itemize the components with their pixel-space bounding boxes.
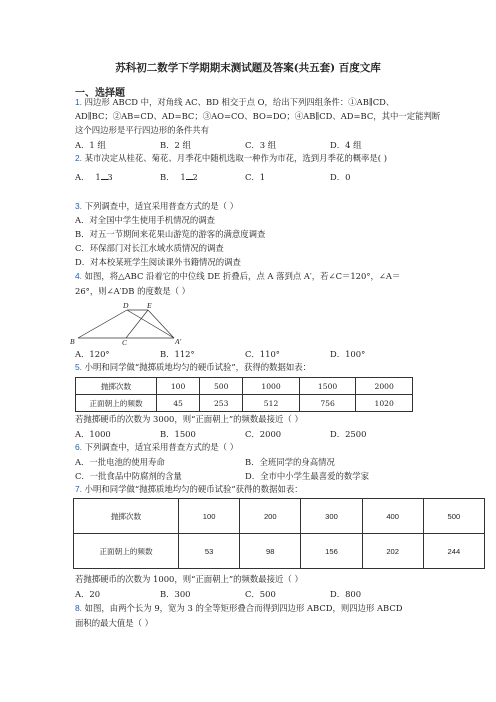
segment-b-d	[78, 310, 127, 338]
q1-line3: 这个四边形是平行四边形的条件共有	[75, 125, 209, 135]
q7-table	[73, 498, 485, 569]
q2-option-b	[160, 171, 245, 183]
q3-option-a: A．对全国中学生使用手机情况的调查	[75, 215, 216, 225]
q4-figure	[70, 298, 190, 346]
q5-table	[75, 377, 413, 412]
q3-option-b: B．对五一节期间来花果山游览的游客的满意度调查	[75, 229, 266, 239]
q6-text: 下列调查中，适宜采用普查方式的是（ ）	[84, 442, 239, 452]
q7-line	[75, 484, 303, 495]
q5-number: 5.	[75, 362, 82, 372]
q1-option-c: C．3 组	[245, 140, 277, 150]
q4-line1	[75, 271, 400, 282]
label-d: D	[123, 301, 129, 310]
q2-text: 某市决定从桂花、菊花、月季花中随机选取一种作为市花，选到月季花的概率是( )	[84, 153, 387, 163]
table-cell: 512	[243, 395, 300, 412]
q2-a-denominator: 3	[107, 173, 113, 182]
table-cell: 98	[240, 534, 301, 569]
q6-option-a: A．一批电池的使用寿命	[75, 457, 165, 467]
table-cell: 756	[299, 395, 356, 412]
q5-options	[75, 428, 366, 440]
q8-number: 8.	[75, 603, 82, 613]
q2-options	[75, 171, 350, 183]
q7-text: 小明和同学做“抛掷质地均匀的硬币试验”获得的数据如表：	[84, 484, 303, 494]
q1-text: 四边形 ABCD 中，对角线 AC、BD 相交于点 O，给出下列四组条件：①AB∥CD、	[84, 97, 395, 107]
q2-option-a-fraction	[95, 173, 112, 182]
q1-option-b: B．2 组	[160, 140, 191, 150]
q7-row1-label: 抛掷次数	[74, 499, 179, 534]
q7-number: 7.	[75, 484, 82, 494]
q8-line1	[75, 603, 402, 614]
label-b: B	[70, 337, 75, 346]
q6-line	[75, 442, 238, 453]
table-cell: 53	[179, 534, 240, 569]
q6-option-c: C．一批食品中防腐剂的含量	[75, 471, 182, 481]
q7-option-b: B．300	[160, 589, 191, 599]
table-cell: 300	[301, 499, 362, 534]
q3-line	[75, 201, 238, 212]
table-cell: 202	[362, 534, 423, 569]
q1-option-d: D．4 组	[330, 140, 362, 150]
q5-option-b: B．1500	[160, 429, 196, 439]
q5-option-c: C．2000	[245, 429, 282, 439]
q7-option-d: D．800	[330, 589, 362, 599]
q2-a-numerator: 1	[95, 173, 101, 182]
q1-line2: AD∥BC；②AB=CD、AD=BC；③AO=CO、BO=DO；④AB∥CD、AD=BC，其中一定能判断	[75, 111, 441, 121]
q2-line	[75, 153, 387, 164]
q5-row2-label: 正面朝上的频数	[76, 395, 157, 412]
q3-text: 下列调查中，适宜采用普查方式的是（ ）	[84, 201, 239, 211]
q7-option-c: C．500	[245, 589, 276, 599]
table-cell: 1020	[356, 395, 413, 412]
q2-option-b-label: B．	[160, 172, 175, 182]
q2-b-numerator: 1	[180, 173, 186, 182]
table-cell: 500	[200, 378, 243, 395]
q1-option-a: A．1 组	[75, 140, 106, 150]
q7-after: 若抛掷硬币的次数为 1000，则“正面朝上”的频数最接近（ ）	[75, 574, 303, 584]
q3-number: 3.	[75, 201, 82, 211]
table-cell: 253	[200, 395, 243, 412]
q5-line	[75, 362, 311, 373]
label-a-prime: A′	[175, 337, 182, 346]
label-c: C	[122, 338, 128, 346]
q4-options	[75, 348, 365, 360]
table-cell: 1500	[299, 378, 356, 395]
q6-options-row1	[75, 456, 335, 468]
q5-option-a: A．1000	[75, 429, 111, 439]
q7-row2-label: 正面朝上的频数	[74, 534, 179, 569]
q5-row1-label: 抛掷次数	[76, 378, 157, 395]
segment-d-a-prime	[127, 310, 174, 338]
q8-line2: 面积的最大值是（ ）	[75, 618, 154, 628]
q3-option-d: D．对本校某班学生阅读课外书籍情况的调查	[75, 257, 241, 267]
q4-number: 4.	[75, 271, 82, 281]
document-title: 苏科初二数学下学期期末测试题及答案(共五套) 百度文库	[115, 62, 381, 74]
q2-option-a-label: A．	[75, 172, 90, 182]
q4-option-a: A．120°	[75, 349, 110, 359]
q2-option-b-fraction	[181, 173, 198, 182]
q2-number: 2.	[75, 153, 82, 163]
q7-option-a: A．20	[75, 589, 101, 599]
table-cell: 400	[362, 499, 423, 534]
q6-option-b: B．全班同学的身高情况	[245, 457, 335, 467]
table-row	[74, 534, 485, 569]
segment-c-e	[126, 310, 148, 338]
q4-option-d: D．100°	[330, 349, 366, 359]
label-e: E	[147, 301, 152, 310]
q2-b-denominator: 2	[192, 173, 198, 182]
table-cell: 100	[179, 499, 240, 534]
q1-number: 1.	[75, 97, 82, 107]
q8-text: 如图，由两个长为 9，宽为 3 的全等矩形叠合而得到四边形 ABCD，则四边形 ABCD	[84, 603, 403, 613]
table-cell: 244	[423, 534, 484, 569]
q4-line2: 26°，则∠A′DB 的度数是（ ）	[75, 286, 191, 296]
q5-after: 若抛掷硬币的次数为 3000，则“正面朝上”的频数最接近（ ）	[75, 414, 303, 424]
table-cell: 100	[157, 378, 200, 395]
table-row	[76, 378, 413, 395]
q4-option-c: C．110°	[245, 349, 280, 359]
table-cell: 1000	[243, 378, 300, 395]
q4-text: 如图，将△ABC 沿着它的中位线 DE 折叠后，点 A 落到点 A′，若∠C＝120°，∠A＝	[84, 271, 401, 281]
table-cell: 156	[301, 534, 362, 569]
section-heading: 一、选择题	[75, 88, 125, 99]
table-cell: 2000	[356, 378, 413, 395]
q4-option-b: B．112°	[160, 349, 195, 359]
q6-option-d: D．全市中小学生最喜爱的数学家	[245, 471, 369, 481]
q7-options	[75, 588, 361, 600]
q5-text: 小明和同学做“抛掷质地均匀的硬币试验”，获得的数据如表：	[84, 362, 311, 372]
q3-option-c: C．环保部门对长江水域水质情况的调查	[75, 243, 224, 253]
q2-option-a	[75, 171, 160, 183]
q2-option-c: C．1	[245, 172, 266, 182]
q1-line1	[75, 97, 394, 108]
table-row	[76, 395, 413, 412]
q2-option-d: D．0	[330, 172, 351, 182]
table-cell: 500	[423, 499, 484, 534]
q6-number: 6.	[75, 442, 82, 452]
q6-options-row2	[75, 470, 369, 482]
table-row	[74, 499, 485, 534]
segment-e-a-prime	[148, 310, 174, 338]
table-cell: 200	[240, 499, 301, 534]
q1-options	[75, 139, 361, 151]
q5-option-d: D．2500	[330, 429, 367, 439]
table-cell: 45	[157, 395, 200, 412]
